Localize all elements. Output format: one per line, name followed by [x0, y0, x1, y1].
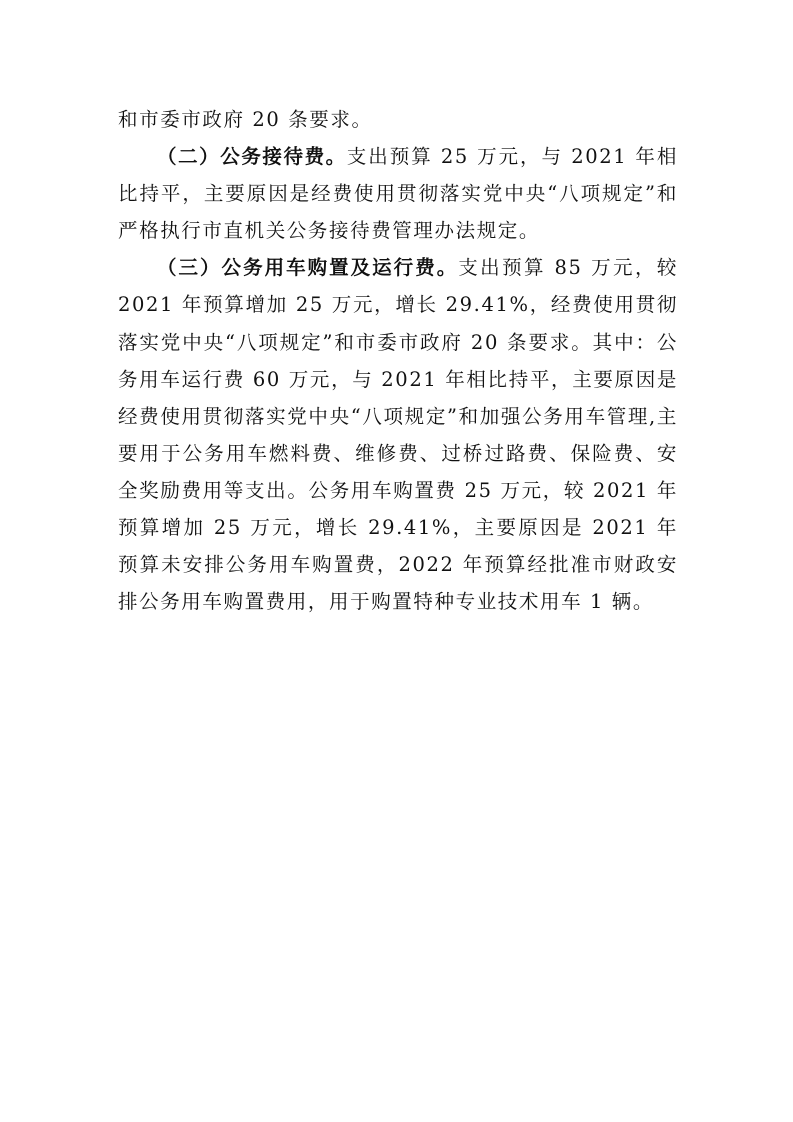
- paragraph-vehicle-expenses: [118, 249, 678, 620]
- paragraph-reception-expenses: [118, 138, 678, 249]
- paragraph-continuation: [118, 101, 678, 138]
- vehicle-expenses-text: 支出预算 85 万元，较 2021 年预算增加 25 万元，增长 29.41%，经费使用贯彻落实党中央“八项规定”和市委市政府 20 条要求。其中：公务用车运行费 60 万元，与 2021 年相比持平，主要原因是经费使用贯彻落实党中央“八项规定”和加强公务用车管理,主要用于公务用车燃料费、维修费、过桥过路费、保险费、安全奖励费用等支出。公务用车购置费 25 万元，较 2021 年预算增加 25 万元，增长 29.41%，主要原因是 2021 年预算未安排公务用车购置费，2022 年预算经批准市财政安排公务用车购置费用，用于购置特种专业技术用车 1 辆。: [118, 256, 678, 614]
- paragraph-continuation-text: 和市委市政府 20 条要求。: [118, 108, 373, 131]
- vehicle-expenses-heading: （三）公务用车购置及运行费。: [157, 256, 459, 280]
- reception-expenses-text: 支出预算 25 万元，与 2021 年相比持平，主要原因是经费使用贯彻落实党中央“八项规定”和严格执行市直机关公务接待费管理办法规定。: [118, 145, 678, 243]
- reception-expenses-heading: （二）公务接待费。: [157, 145, 347, 169]
- document-body: [118, 101, 678, 620]
